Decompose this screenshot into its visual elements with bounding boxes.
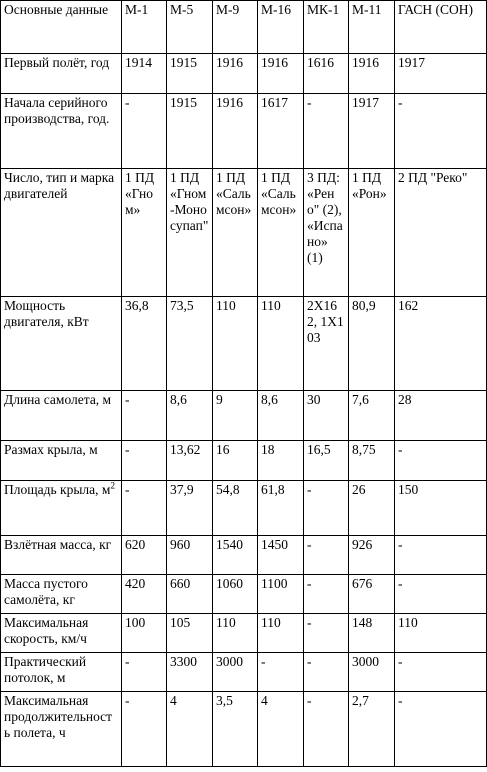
table-cell: - — [304, 481, 349, 536]
table-cell: - — [395, 441, 487, 481]
table-cell: 9 — [213, 391, 258, 441]
table-cell: 73,5 — [167, 297, 213, 391]
table-cell: 3000 — [213, 653, 258, 692]
table-cell: 1916 — [258, 54, 304, 94]
table-cell: 150 — [395, 481, 487, 536]
table-cell: - — [304, 653, 349, 692]
table-cell: 1916 — [213, 94, 258, 169]
table-cell: 18 — [258, 441, 304, 481]
table-cell: 420 — [122, 575, 167, 614]
table-cell: 16,5 — [304, 441, 349, 481]
table-cell: 620 — [122, 536, 167, 575]
row-label: Первый полёт, год — [1, 54, 122, 94]
table-cell: 660 — [167, 575, 213, 614]
table-row — [1, 481, 487, 536]
table-cell: 1915 — [167, 94, 213, 169]
table-cell: 16 — [213, 441, 258, 481]
table-cell: 30 — [304, 391, 349, 441]
header-model: МК-1 — [304, 1, 349, 54]
table-cell: - — [395, 692, 487, 767]
table-cell: 1914 — [122, 54, 167, 94]
table-cell: 1917 — [395, 54, 487, 94]
table-row — [1, 54, 487, 94]
table-cell: 4 — [167, 692, 213, 767]
table-row — [1, 94, 487, 169]
row-label-text: Площадь крыла, м — [4, 482, 111, 497]
table-cell: 110 — [213, 297, 258, 391]
table-cell: 1 ПД «Сальмсон» — [258, 169, 304, 297]
table-cell: - — [258, 653, 304, 692]
table-cell: 2,7 — [349, 692, 395, 767]
table-cell: - — [122, 391, 167, 441]
table-cell: 148 — [349, 614, 395, 653]
table-cell: 960 — [167, 536, 213, 575]
table-cell: 105 — [167, 614, 213, 653]
table-cell: 676 — [349, 575, 395, 614]
table-cell: 1915 — [167, 54, 213, 94]
table-cell: 36,8 — [122, 297, 167, 391]
table-cell: 1540 — [213, 536, 258, 575]
row-label: Размах крыла, м — [1, 441, 122, 481]
table-cell: 8,6 — [258, 391, 304, 441]
header-model: М-9 — [213, 1, 258, 54]
table-cell: 1616 — [304, 54, 349, 94]
table-cell: 1917 — [349, 94, 395, 169]
table-cell: 1060 — [213, 575, 258, 614]
table-cell: 37,9 — [167, 481, 213, 536]
table-cell: 3 ПД: «Рено" (2), «Испано» (1) — [304, 169, 349, 297]
table-cell: - — [122, 94, 167, 169]
table-cell: 1617 — [258, 94, 304, 169]
table-cell: 3300 — [167, 653, 213, 692]
table-cell: - — [304, 575, 349, 614]
header-model: ГАСН (СОН) — [395, 1, 487, 54]
table-row — [1, 391, 487, 441]
table-cell: 8,6 — [167, 391, 213, 441]
table-cell: 1100 — [258, 575, 304, 614]
table-cell: 1 ПД «Гном-Моносупап" — [167, 169, 213, 297]
row-label: Практический потолок, м — [1, 653, 122, 692]
header-label: Основные данные — [1, 1, 122, 54]
header-model: М-5 — [167, 1, 213, 54]
table-cell: 1 ПД «Рон» — [349, 169, 395, 297]
header-model: М-1 — [122, 1, 167, 54]
table-cell: - — [304, 94, 349, 169]
table-cell: - — [122, 692, 167, 767]
row-label: Длина самолета, м — [1, 391, 122, 441]
table-cell: 54,8 — [213, 481, 258, 536]
table-row — [1, 536, 487, 575]
table-row — [1, 692, 487, 767]
table-cell: - — [304, 692, 349, 767]
table-cell: 28 — [395, 391, 487, 441]
row-label: Число, тип и марка двигателей — [1, 169, 122, 297]
table-cell: 110 — [258, 297, 304, 391]
table-cell: 2 ПД "Реко" — [395, 169, 487, 297]
table-cell: 1450 — [258, 536, 304, 575]
table-cell: 26 — [349, 481, 395, 536]
table-cell: 100 — [122, 614, 167, 653]
table-row — [1, 653, 487, 692]
table-row — [1, 441, 487, 481]
row-label: Мощность двигателя, кВт — [1, 297, 122, 391]
table-cell: 1916 — [213, 54, 258, 94]
table-cell: 61,8 — [258, 481, 304, 536]
table-cell: - — [122, 441, 167, 481]
table-cell: 1916 — [349, 54, 395, 94]
table-cell: - — [395, 94, 487, 169]
row-label: Масса пустого самолёта, кг — [1, 575, 122, 614]
header-model: М-16 — [258, 1, 304, 54]
table-cell: - — [304, 614, 349, 653]
table-cell: 110 — [258, 614, 304, 653]
header-row — [1, 1, 487, 54]
header-model: М-11 — [349, 1, 395, 54]
table-cell: 926 — [349, 536, 395, 575]
table-cell: 3,5 — [213, 692, 258, 767]
table-row — [1, 575, 487, 614]
table-cell: 1 ПД «Гном» — [122, 169, 167, 297]
table-cell: 110 — [213, 614, 258, 653]
table-cell: - — [304, 536, 349, 575]
row-label: Максимальная скорость, км/ч — [1, 614, 122, 653]
table-cell: - — [395, 575, 487, 614]
table-cell: 3000 — [349, 653, 395, 692]
table-row — [1, 614, 487, 653]
row-label: Максимальная продолжительность полета, ч — [1, 692, 122, 767]
table-cell: 2Х162, 1Х103 — [304, 297, 349, 391]
table-cell: 80,9 — [349, 297, 395, 391]
table-cell: - — [395, 536, 487, 575]
row-label: Взлётная масса, кг — [1, 536, 122, 575]
row-label-superscript: 2 — [110, 480, 115, 491]
table-row — [1, 169, 487, 297]
table-cell: 7,6 — [349, 391, 395, 441]
table-cell: - — [122, 481, 167, 536]
table-cell: - — [122, 653, 167, 692]
row-label — [1, 481, 122, 536]
table-cell: 162 — [395, 297, 487, 391]
table-cell: 1 ПД «Сальмсон» — [213, 169, 258, 297]
table-cell: - — [395, 653, 487, 692]
table-cell: 13,62 — [167, 441, 213, 481]
table-cell: 110 — [395, 614, 487, 653]
row-label: Начала серийного производства, год. — [1, 94, 122, 169]
table-row — [1, 297, 487, 391]
table-cell: 8,75 — [349, 441, 395, 481]
table-cell: 4 — [258, 692, 304, 767]
